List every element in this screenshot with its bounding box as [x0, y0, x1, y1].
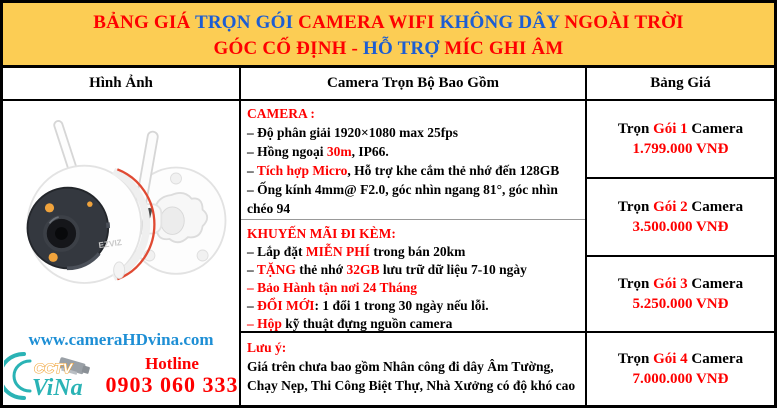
promo-line: – Lắp đặt MIỄN PHÍ trong bán 20km: [247, 244, 466, 259]
banner-text-part: HỖ TRỢ: [363, 38, 445, 59]
package-4-name: Trọn Gói 4 Camera: [617, 350, 744, 367]
package-2-name: Trọn Gói 2 Camera: [617, 198, 744, 215]
camera-product-image: [11, 118, 231, 316]
package-1-cell: [587, 101, 774, 177]
banner-text-part: TRỌN GÓI: [195, 12, 299, 33]
package-3-name: Trọn Gói 3 Camera: [617, 275, 744, 292]
spec-line: – Tích hợp Micro, Hỗ trợ khe cắm thẻ nhớ đến 128GB: [247, 163, 560, 178]
led-light: [87, 201, 93, 207]
cctv-vina-logo: [4, 351, 100, 401]
logo-vina-text: ViNa: [31, 375, 83, 401]
camera-photo-wrap: [3, 103, 239, 330]
note-section: [241, 331, 585, 405]
banner-line-2: [3, 36, 774, 62]
camera-glass: [28, 187, 109, 268]
banner-text-part: BẢNG GIÁ: [93, 12, 195, 33]
title-banner: [3, 3, 774, 68]
banner-text-part: CAMERA WIFI: [298, 12, 440, 33]
package-3-cell: [587, 255, 774, 331]
package-3-price: 5.250.000 VNĐ: [632, 295, 729, 312]
camera-brand-label: EZVIZ: [98, 237, 123, 250]
led-light: [45, 203, 54, 212]
led-light: [49, 252, 58, 261]
column-price: [585, 68, 774, 405]
banner-line-1: [3, 10, 774, 36]
banner-text-part: NGOÀI TRỜI: [564, 12, 684, 33]
banner-text-part: MÍC GHI ÂM: [444, 38, 564, 59]
note-body: Giá trên chưa bao gồm Nhân công đi dây Âm Tường, Chạy Nẹp, Thi Công Biệt Thự, Nhà Xưởng có độ khó cao: [247, 359, 576, 393]
banner-text-part: KHÔNG DÂY: [439, 12, 565, 33]
header-price: Bảng Giá: [587, 68, 774, 101]
hotline-box: [106, 355, 239, 398]
package-4-price: 7.000.000 VNĐ: [632, 370, 729, 387]
promo-line: – Hộp kỹ thuật đựng nguồn camera: [247, 316, 453, 331]
website-text: www.cameraHDvina.com: [28, 330, 214, 349]
banner-text-part: GÓC CỐ ĐỊNH -: [213, 38, 364, 59]
package-2-price: 3.500.000 VNĐ: [632, 218, 729, 235]
contact-row: [3, 351, 239, 401]
column-image: [3, 68, 239, 405]
hotline-label: Hotline: [145, 353, 199, 373]
package-4-cell: [587, 331, 774, 405]
header-includes: Camera Trọn Bộ Bao Gồm: [241, 68, 585, 101]
logo-cctv-text: CCTV: [33, 360, 72, 376]
body-button: [114, 261, 125, 278]
logo-arc-inner: [14, 361, 30, 391]
promo-line: – ĐỔI MỚI: 1 đổi 1 trong 30 ngày nếu lỗi.: [247, 298, 489, 313]
price-table: [3, 68, 774, 405]
promo-line: – Bảo Hành tận nơi 24 Tháng: [247, 280, 418, 295]
hotline-number: 0903 060 333: [105, 372, 239, 398]
header-image: Hình Ảnh: [3, 68, 239, 101]
package-1-price: 1.799.000 VNĐ: [632, 140, 729, 157]
image-cell: [3, 101, 239, 405]
specs-title: CAMERA :: [247, 106, 315, 121]
promo-title: KHUYẾN MÃI ĐI KÈM:: [247, 226, 396, 241]
package-2-cell: [587, 177, 774, 255]
promo-section: [241, 219, 585, 331]
spec-line: – Độ phân giải 1920×1080 max 25fps: [247, 125, 458, 140]
specs-section: [241, 101, 585, 219]
spec-line: – Ống kính 4mm@ F2.0, góc nhìn ngang 81°, góc nhìn chéo 94: [247, 182, 558, 216]
package-1-name: Trọn Gói 1 Camera: [617, 120, 744, 137]
column-includes: [239, 68, 585, 405]
promo-line: – TẶNG thẻ nhớ 32GB lưu trữ dữ liệu 7-10 ngày: [247, 262, 527, 277]
note-title: Lưu ý:: [247, 340, 287, 355]
spec-line: – Hồng ngoại 30m, IP66.: [247, 144, 389, 159]
